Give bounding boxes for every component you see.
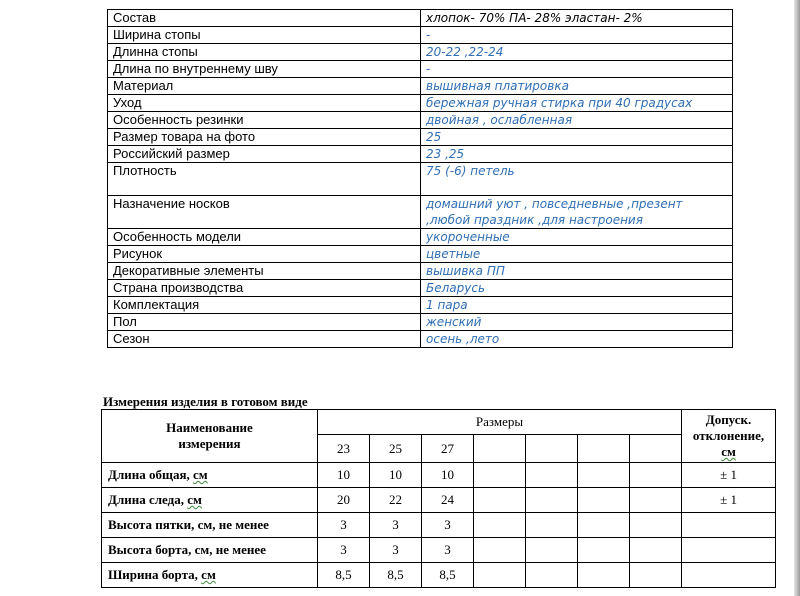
measurement-value [630,463,682,488]
spec-row [108,129,733,146]
measurement-value: 10 [318,463,370,488]
measurement-unit: см [192,467,208,482]
header-tol-line: отклонение, [692,428,765,443]
spec-value: Беларусь [421,280,733,297]
table-row [102,488,776,513]
measurement-value [578,563,630,588]
spec-row [108,10,733,27]
measurement-value: 22 [370,488,422,513]
measurement-unit: см [187,492,202,507]
spec-label: Назначение носков [108,196,421,229]
spec-value: осень ,лето [421,331,733,348]
spec-label: Состав [108,10,421,27]
measurement-value [526,463,578,488]
measurement-tolerance: ± 1 [682,463,776,488]
measurement-value: 24 [422,488,474,513]
spec-label: Российский размер [108,146,421,163]
spec-value-line: домашний уют , повседневные ,презент [426,197,683,211]
spec-label: Страна производства [108,280,421,297]
spec-label: Пол [108,314,421,331]
header-name-line: Наименование [166,420,253,435]
spec-value: 23 ,25 [421,146,733,163]
measurement-value: 3 [318,538,370,563]
measurement-value [578,463,630,488]
measurement-value: 3 [422,538,474,563]
measurement-name-text: Длина общая, [108,467,190,482]
header-name-line: измерения [178,436,241,451]
measurement-value [474,538,526,563]
measurement-value: 20 [318,488,370,513]
measurement-value [630,538,682,563]
measurements-title: Измерения изделия в готовом виде [103,394,308,409]
measurements-table [101,409,776,588]
spec-label: Материал [108,78,421,95]
measurement-value [526,563,578,588]
header-tol-line: Допуск. [705,412,752,427]
spec-row [108,27,733,44]
spec-label: Длина по внутреннему шву [108,61,421,78]
spec-value: женский [421,314,733,331]
measurement-name [102,563,318,588]
measurement-value [474,563,526,588]
table-row [102,513,776,538]
spec-label: Размер товара на фото [108,129,421,146]
measurement-value [630,488,682,513]
measurement-value [578,538,630,563]
spec-label: Длинна стопы [108,44,421,61]
spec-label: Декоративные элементы [108,263,421,280]
size-cell [526,435,578,463]
measurement-value: 3 [318,513,370,538]
table-row [102,538,776,563]
measurement-value [630,513,682,538]
spec-label: Особенность модели [108,229,421,246]
spec-value: бережная ручная стирка при 40 градусах [421,95,733,112]
size-cell: 23 [318,435,370,463]
measurement-name-text: Высота пятки, см, не менее [108,517,269,532]
measurement-unit: см [201,567,216,582]
measurement-value [578,513,630,538]
spec-label: Ширина стопы [108,27,421,44]
spec-row [108,61,733,78]
spec-row [108,229,733,246]
measurement-value [526,488,578,513]
measurement-tolerance [682,513,776,538]
measurement-value: 10 [422,463,474,488]
measurement-name [102,513,318,538]
measurement-value [474,488,526,513]
table-row [102,563,776,588]
spec-value: 75 (-6) петель [421,163,733,196]
spec-row [108,163,733,196]
size-cell: 27 [422,435,474,463]
spec-row [108,112,733,129]
spec-value: двойная , ослабленная [421,112,733,129]
spec-label: Плотность [108,163,421,196]
measurement-value [526,513,578,538]
spec-label: Особенность резинки [108,112,421,129]
spec-row [108,196,733,229]
measurement-tolerance: ± 1 [682,488,776,513]
page-edge-shadow [794,0,800,596]
measurement-tolerance [682,563,776,588]
measurement-value [474,513,526,538]
header-name-cell [102,410,318,463]
spec-value [421,196,733,229]
size-cell [578,435,630,463]
measurement-value: 8,5 [318,563,370,588]
spec-value: хлопок- 70% ПА- 28% эластан- 2% [421,10,733,27]
spec-label: Рисунок [108,246,421,263]
header-tol-line: см [721,444,736,459]
measurement-value: 10 [370,463,422,488]
measurement-name-text: Ширина борта, [108,567,198,582]
measurement-name [102,488,318,513]
spec-value: укороченные [421,229,733,246]
table-row [102,463,776,488]
spec-row [108,146,733,163]
spec-row [108,331,733,348]
spec-row [108,246,733,263]
spec-value: вышивная платировка [421,78,733,95]
spec-value: 20-22 ,22-24 [421,44,733,61]
spec-label: Сезон [108,331,421,348]
spec-row [108,280,733,297]
measurement-name [102,538,318,563]
spec-value: вышивка ПП [421,263,733,280]
measurement-value: 3 [422,513,474,538]
spec-value: - [421,27,733,44]
spec-value: цветные [421,246,733,263]
measurement-value: 8,5 [370,563,422,588]
size-cell: 25 [370,435,422,463]
spec-row [108,95,733,112]
spec-label: Уход [108,95,421,112]
spec-value: 1 пара [421,297,733,314]
measurement-tolerance [682,538,776,563]
spec-value: 25 [421,129,733,146]
spec-table [107,9,733,348]
spec-row [108,314,733,331]
measurement-value: 3 [370,513,422,538]
measurement-name [102,463,318,488]
header-tolerance-cell [682,410,776,463]
measurement-value: 8,5 [422,563,474,588]
spec-row [108,44,733,61]
measurement-name-text: Высота борта, см, не менее [108,542,266,557]
measurements-header-row [102,410,776,435]
size-cell [630,435,682,463]
measurement-value [578,488,630,513]
spec-value: - [421,61,733,78]
spec-row [108,297,733,314]
measurement-value [526,538,578,563]
measurement-value: 3 [370,538,422,563]
measurement-name-text: Длина следа, [108,492,184,507]
header-sizes-cell: Размеры [318,410,682,435]
measurement-value [474,463,526,488]
size-cell [474,435,526,463]
spec-row [108,78,733,95]
spec-value-line: ,любой праздник ,для настроения [426,213,643,227]
measurement-value [630,563,682,588]
spec-row [108,263,733,280]
spec-label: Комплектация [108,297,421,314]
